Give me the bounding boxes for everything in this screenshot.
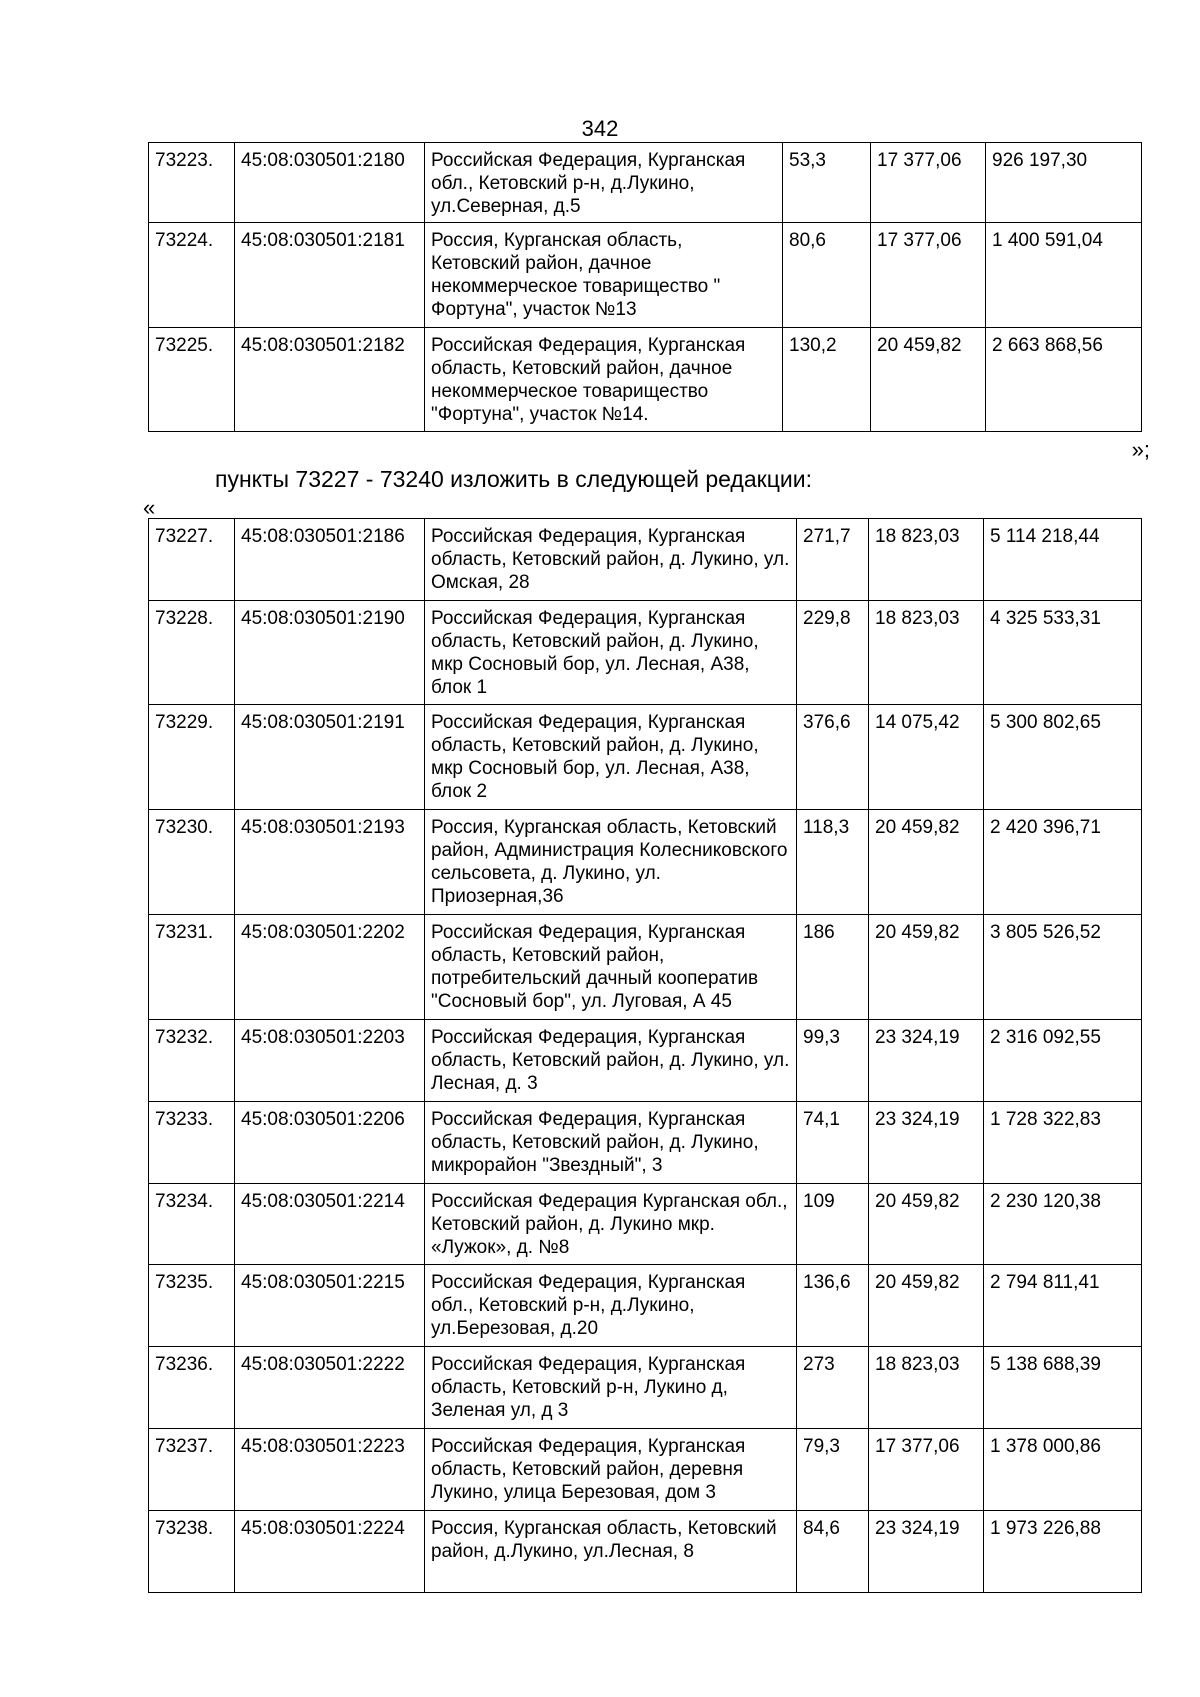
address-cell: Российская Федерация, Курганская область, Кетовский район, потребительский дачный кооператив "Сосновый бор", ул. Луговая, А 45 <box>425 915 797 1020</box>
item-number-cell: 73223. <box>149 143 235 223</box>
specific-value-cell: 20 459,82 <box>869 1265 984 1347</box>
table-row <box>149 143 1142 223</box>
table-row <box>149 1184 1142 1265</box>
table-row <box>149 705 1142 810</box>
specific-value-cell: 18 823,03 <box>869 601 984 705</box>
address-cell: Российская Федерация, Курганская обл., Кетовский р-н, д.Лукино, ул.Северная, д.5 <box>425 143 783 223</box>
item-number-cell: 73233. <box>149 1102 235 1184</box>
table-row <box>149 1429 1142 1511</box>
cadastral-value-cell: 5 300 802,65 <box>984 705 1142 810</box>
item-number-cell: 73235. <box>149 1265 235 1347</box>
specific-value-cell: 17 377,06 <box>869 1429 984 1511</box>
address-cell: Россия, Курганская область, Кетовский район, дачное некоммерческое товарищество " Фортуна", участок №13 <box>425 223 783 328</box>
cadastral-number-cell: 45:08:030501:2223 <box>235 1429 425 1511</box>
specific-value-cell: 23 324,19 <box>869 1511 984 1593</box>
cadastral-number-cell: 45:08:030501:2203 <box>235 1020 425 1102</box>
item-number-cell: 73229. <box>149 705 235 810</box>
item-number-cell: 73228. <box>149 601 235 705</box>
item-number-cell: 73236. <box>149 1347 235 1429</box>
cadastral-number-cell: 45:08:030501:2202 <box>235 915 425 1020</box>
cadastral-number-cell: 45:08:030501:2215 <box>235 1265 425 1347</box>
cadastral-number-cell: 45:08:030501:2186 <box>235 519 425 601</box>
specific-value-cell: 23 324,19 <box>869 1020 984 1102</box>
cadastral-value-cell: 1 728 322,83 <box>984 1102 1142 1184</box>
area-cell: 130,2 <box>783 328 871 432</box>
specific-value-cell: 20 459,82 <box>869 810 984 915</box>
table-row <box>149 601 1142 705</box>
table-row <box>149 519 1142 601</box>
address-cell: Российская Федерация, Курганская область, Кетовский р-н, Лукино д, Зеленая ул, д 3 <box>425 1347 797 1429</box>
table-body <box>149 519 1142 1593</box>
item-number-cell: 73234. <box>149 1184 235 1265</box>
cadastral-value-cell: 4 325 533,31 <box>984 601 1142 705</box>
area-cell: 186 <box>797 915 869 1020</box>
cadastral-number-cell: 45:08:030501:2193 <box>235 810 425 915</box>
area-cell: 376,6 <box>797 705 869 810</box>
area-cell: 99,3 <box>797 1020 869 1102</box>
address-cell: Российская Федерация, Курганская область, Кетовский район, дачное некоммерческое товарищество "Фортуна", участок №14. <box>425 328 783 432</box>
cadastral-value-cell: 5 138 688,39 <box>984 1347 1142 1429</box>
specific-value-cell: 20 459,82 <box>871 328 986 432</box>
cadastral-value-cell: 1 973 226,88 <box>984 1511 1142 1593</box>
area-cell: 136,6 <box>797 1265 869 1347</box>
cadastral-value-cell: 2 420 396,71 <box>984 810 1142 915</box>
specific-value-cell: 18 823,03 <box>869 1347 984 1429</box>
area-cell: 273 <box>797 1347 869 1429</box>
table-row <box>149 1347 1142 1429</box>
area-cell: 80,6 <box>783 223 871 328</box>
item-number-cell: 73238. <box>149 1511 235 1593</box>
property-table-bottom <box>148 518 1142 1593</box>
address-cell: Российская Федерация, Курганская область, Кетовский район, д. Лукино, ул. Омская, 28 <box>425 519 797 601</box>
table-row <box>149 810 1142 915</box>
cadastral-value-cell: 1 378 000,86 <box>984 1429 1142 1511</box>
area-cell: 84,6 <box>797 1511 869 1593</box>
specific-value-cell: 20 459,82 <box>869 1184 984 1265</box>
address-cell: Россия, Курганская область, Кетовский район, д.Лукино, ул.Лесная, 8 <box>425 1511 797 1593</box>
cadastral-number-cell: 45:08:030501:2180 <box>235 143 425 223</box>
address-cell: Российская Федерация, Курганская область, Кетовский район, д. Лукино, мкр Сосновый бор, ул. Лесная, А38, блок 2 <box>425 705 797 810</box>
cadastral-value-cell: 2 663 868,56 <box>986 328 1142 432</box>
cadastral-value-cell: 2 316 092,55 <box>984 1020 1142 1102</box>
area-cell: 229,8 <box>797 601 869 705</box>
cadastral-value-cell: 5 114 218,44 <box>984 519 1142 601</box>
address-cell: Россия, Курганская область, Кетовский район, Администрация Колесниковского сельсовета, д. Лукино, ул. Приозерная,36 <box>425 810 797 915</box>
item-number-cell: 73224. <box>149 223 235 328</box>
table-row <box>149 915 1142 1020</box>
address-cell: Российская Федерация, Курганская область, Кетовский район, д. Лукино, мкр Сосновый бор, ул. Лесная, А38, блок 1 <box>425 601 797 705</box>
address-cell: Российская Федерация, Курганская обл., Кетовский р-н, д.Лукино, ул.Березовая, д.20 <box>425 1265 797 1347</box>
cadastral-value-cell: 3 805 526,52 <box>984 915 1142 1020</box>
property-table-top <box>148 142 1142 432</box>
cadastral-number-cell: 45:08:030501:2182 <box>235 328 425 432</box>
cadastral-number-cell: 45:08:030501:2206 <box>235 1102 425 1184</box>
area-cell: 271,7 <box>797 519 869 601</box>
cadastral-number-cell: 45:08:030501:2191 <box>235 705 425 810</box>
cadastral-number-cell: 45:08:030501:2181 <box>235 223 425 328</box>
table-row <box>149 1020 1142 1102</box>
specific-value-cell: 17 377,06 <box>871 143 986 223</box>
cadastral-value-cell: 1 400 591,04 <box>986 223 1142 328</box>
page-number: 342 <box>581 116 619 141</box>
specific-value-cell: 20 459,82 <box>869 915 984 1020</box>
item-number-cell: 73227. <box>149 519 235 601</box>
item-number-cell: 73237. <box>149 1429 235 1511</box>
address-cell: Российская Федерация, Курганская область, Кетовский район, деревня Лукино, улица Березовая, дом 3 <box>425 1429 797 1511</box>
area-cell: 74,1 <box>797 1102 869 1184</box>
table-row <box>149 1265 1142 1347</box>
cadastral-value-cell: 2 230 120,38 <box>984 1184 1142 1265</box>
cadastral-number-cell: 45:08:030501:2222 <box>235 1347 425 1429</box>
item-number-cell: 73231. <box>149 915 235 1020</box>
area-cell: 79,3 <box>797 1429 869 1511</box>
cadastral-number-cell: 45:08:030501:2190 <box>235 601 425 705</box>
table-row <box>149 328 1142 432</box>
specific-value-cell: 17 377,06 <box>871 223 986 328</box>
opening-quote-mark: « <box>143 495 156 520</box>
specific-value-cell: 23 324,19 <box>869 1102 984 1184</box>
address-cell: Российская Федерация, Курганская область, Кетовский район, д. Лукино, ул. Лесная, д. 3 <box>425 1020 797 1102</box>
closing-quote-mark: »; <box>1131 437 1150 462</box>
area-cell: 109 <box>797 1184 869 1265</box>
area-cell: 118,3 <box>797 810 869 915</box>
specific-value-cell: 18 823,03 <box>869 519 984 601</box>
item-number-cell: 73225. <box>149 328 235 432</box>
cadastral-number-cell: 45:08:030501:2224 <box>235 1511 425 1593</box>
address-cell: Российская Федерация, Курганская область, Кетовский район, д. Лукино, микрорайон "Звездный", 3 <box>425 1102 797 1184</box>
cadastral-number-cell: 45:08:030501:2214 <box>235 1184 425 1265</box>
table-row <box>149 1102 1142 1184</box>
specific-value-cell: 14 075,42 <box>869 705 984 810</box>
table-body <box>149 143 1142 432</box>
table-row <box>149 223 1142 328</box>
amendment-instruction: пункты 73227 - 73240 изложить в следующей редакции: <box>215 466 812 492</box>
address-cell: Российская Федерация Курганская обл., Кетовский район, д. Лукино мкр. «Лужок», д. №8 <box>425 1184 797 1265</box>
cadastral-value-cell: 2 794 811,41 <box>984 1265 1142 1347</box>
item-number-cell: 73230. <box>149 810 235 915</box>
cadastral-value-cell: 926 197,30 <box>986 143 1142 223</box>
table-row <box>149 1511 1142 1593</box>
item-number-cell: 73232. <box>149 1020 235 1102</box>
area-cell: 53,3 <box>783 143 871 223</box>
